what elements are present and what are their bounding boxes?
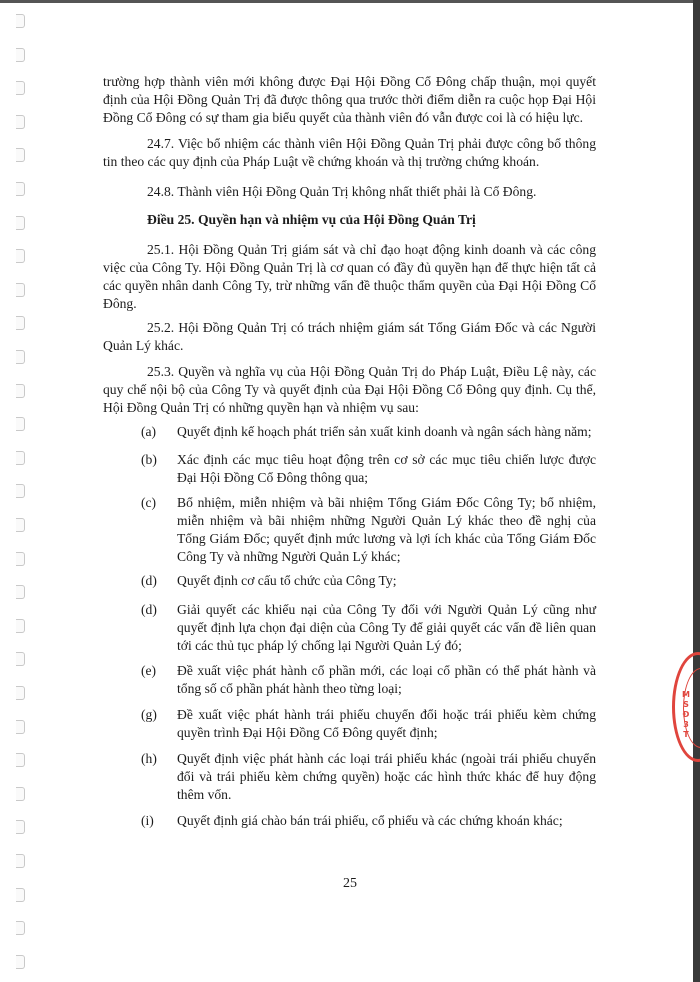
binder-hole xyxy=(16,81,25,95)
binder-hole xyxy=(16,854,25,868)
binder-hole xyxy=(16,484,25,498)
list-item-text: Đề xuất việc phát hành cổ phần mới, các loại cổ phần có thể phát hành và tổng số cổ phần phát hành theo từng loại; xyxy=(177,663,596,696)
list-item xyxy=(103,662,596,698)
binder-hole xyxy=(16,283,25,297)
binder-hole xyxy=(16,148,25,162)
binder-hole xyxy=(16,316,25,330)
binder-hole xyxy=(16,350,25,364)
binder-hole xyxy=(16,787,25,801)
list-item-label: (h) xyxy=(141,751,157,766)
binder-hole xyxy=(16,753,25,767)
binder-hole xyxy=(16,652,25,666)
binder-hole xyxy=(16,619,25,633)
binder-hole xyxy=(16,384,25,398)
binder-hole xyxy=(16,955,25,969)
list-item xyxy=(103,572,596,590)
list-item-label: (i) xyxy=(141,813,154,828)
paragraph-25-3: 25.3. Quyền và nghĩa vụ của Hội Đồng Quản Trị do Pháp Luật, Điều Lệ này, các quy chế nội bộ của Công Ty và quyết định của Đại Hội Đồng Cổ Đông quy định. Cụ thể, Hội Đồng Quản Trị có những quyền hạn và nhiệm vụ sau: xyxy=(103,364,596,415)
list-item xyxy=(103,750,596,804)
list-item-text: Quyết định kế hoạch phát triển sản xuất kinh doanh và ngân sách hàng năm; xyxy=(177,424,592,439)
binder-margin xyxy=(0,0,40,982)
binder-hole xyxy=(16,720,25,734)
list-item xyxy=(103,601,596,655)
paragraph-25-2: 25.2. Hội Đồng Quản Trị có trách nhiệm giám sát Tổng Giám Đốc và các Người Quản Lý khác. xyxy=(103,320,596,353)
list-item xyxy=(103,423,596,441)
binder-hole xyxy=(16,451,25,465)
binder-hole xyxy=(16,552,25,566)
list-item-label: (b) xyxy=(141,452,157,467)
paragraph-continuation: trường hợp thành viên mới không được Đại Hội Đồng Cổ Đông chấp thuận, mọi quyết định của Hội Đồng Quản Trị đã được thông qua trước thời điểm diễn ra cuộc họp Đại Hội Đồng Cổ Đông có sự tham gia biểu quyết của thành viên đó vẫn được coi là có hiệu lực. xyxy=(103,74,596,125)
red-seal-lettering: M S Đ 3 T xyxy=(682,690,690,739)
page-right-border xyxy=(693,0,700,982)
list-item-text: Giải quyết các khiếu nại của Công Ty đối với Người Quản Lý cũng như quyết định lựa chọn đại diện của Công Ty để giải quyết các vấn đề liên quan tới các thủ tục pháp lý chống lại Người Quản Lý đó; xyxy=(177,602,596,653)
list-item-label: (c) xyxy=(141,495,157,510)
page-number: 25 xyxy=(343,876,357,891)
list-item-label: (e) xyxy=(141,663,157,678)
binder-hole xyxy=(16,182,25,196)
list-item-label: (g) xyxy=(141,707,157,722)
list-item xyxy=(103,706,596,742)
list-item-label: (d) xyxy=(141,573,157,588)
list-item xyxy=(103,494,596,566)
binder-hole xyxy=(16,48,25,62)
list-item-text: Quyết định cơ cấu tổ chức của Công Ty; xyxy=(177,573,397,588)
list-item-label: (d) xyxy=(141,602,157,617)
list-item-label: (a) xyxy=(141,424,157,439)
list-item xyxy=(103,451,596,487)
article-heading: Điều 25. Quyền hạn và nhiệm vụ của Hội Đồng Quản Trị xyxy=(147,212,476,227)
binder-hole xyxy=(16,686,25,700)
binder-hole xyxy=(16,921,25,935)
binder-hole xyxy=(16,417,25,431)
paragraph-25-1: 25.1. Hội Đồng Quản Trị giám sát và chỉ đạo hoạt động kinh doanh và các công việc của Công Ty. Hội Đồng Quản Trị là cơ quan có đầy đủ quyền hạn để thực hiện tất cả các quyền nhân danh Công Ty, trừ những vấn đề thuộc thẩm quyền của Đại Hội Đồng Cổ Đông. xyxy=(103,242,596,311)
list-item xyxy=(103,812,596,830)
page-top-border xyxy=(0,0,700,3)
paragraph-24-7: 24.7. Việc bổ nhiệm các thành viên Hội Đồng Quản Trị phải được công bố thông tin theo các quy định của Pháp Luật về chứng khoán và thị trường chứng khoán. xyxy=(103,136,596,169)
list-item-text: Quyết định giá chào bán trái phiếu, cổ phiếu và các chứng khoán khác; xyxy=(177,813,563,828)
binder-hole xyxy=(16,585,25,599)
binder-hole xyxy=(16,518,25,532)
list-item-text: Quyết định việc phát hành các loại trái phiếu khác (ngoài trái phiếu chuyển đổi và trái phiếu kèm chứng quyền) hoặc các hình thức khác để huy động thêm vốn. xyxy=(177,751,596,802)
list-item-text: Xác định các mục tiêu hoạt động trên cơ sở các mục tiêu chiến lược được Đại Hội Đồng Cổ Đông thông qua; xyxy=(177,452,596,485)
binder-hole xyxy=(16,249,25,263)
binder-hole xyxy=(16,115,25,129)
paragraph-24-8: 24.8. Thành viên Hội Đồng Quản Trị không nhất thiết phải là Cổ Đông. xyxy=(147,184,537,199)
list-item-text: Đề xuất việc phát hành trái phiếu chuyển đổi hoặc trái phiếu kèm chứng quyền trình Đại Hội Đồng Cổ Đông quyết định; xyxy=(177,707,596,740)
binder-hole xyxy=(16,820,25,834)
binder-hole xyxy=(16,216,25,230)
list-item-text: Bổ nhiệm, miễn nhiệm và bãi nhiệm Tổng Giám Đốc Công Ty; bổ nhiệm, miễn nhiệm và bãi nhiệm những Người Quản Lý khác theo đề nghị của Tổng Giám Đốc; quyết định mức lương và lợi ích khác của Tổng Giám Đốc Công Ty và những Người Quản Lý khác; xyxy=(177,495,596,564)
binder-hole xyxy=(16,14,25,28)
